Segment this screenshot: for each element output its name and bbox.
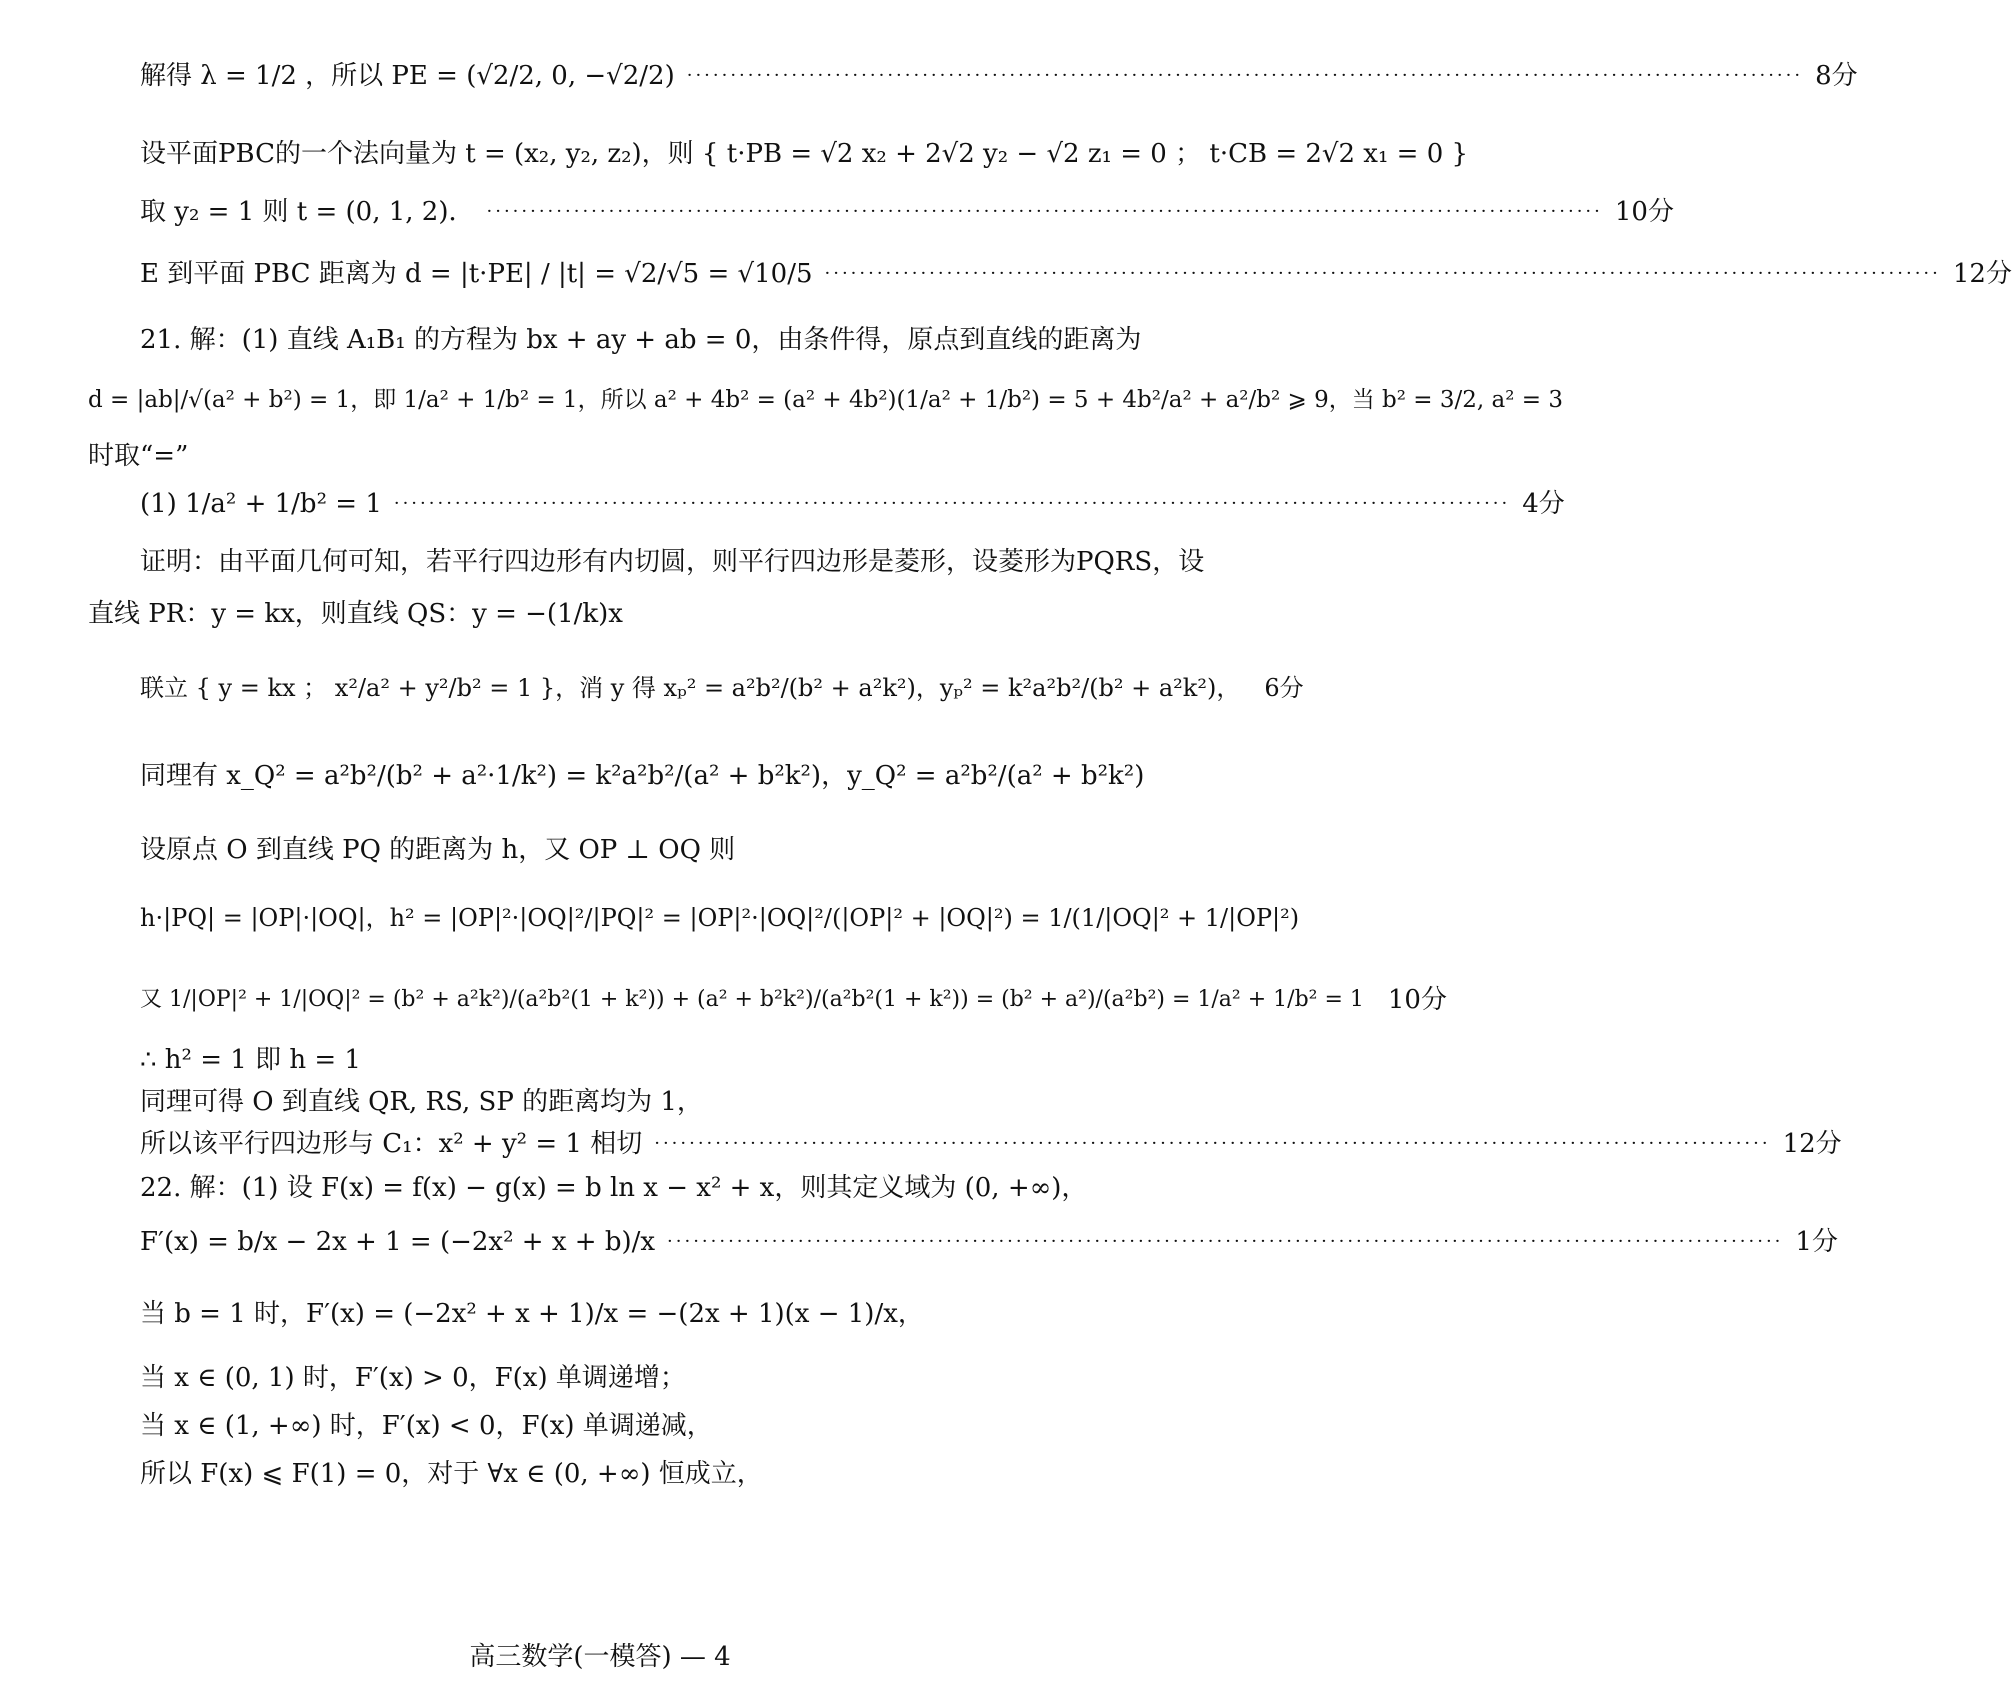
line-text: h·|PQ| = |OP|·|OQ|，h² = |OP|²·|OQ|²/|PQ|² = |OP|²·|OQ|²/(|OP|² + |OQ|²) = 1/(1/|OQ|² + 1/|OP|²) bbox=[140, 904, 1300, 932]
score-points: 4分 bbox=[1522, 489, 1565, 519]
score-points: 10分 bbox=[1614, 197, 1674, 227]
line-lines-pr-qs bbox=[88, 594, 1118, 634]
line-h-squared bbox=[140, 898, 1300, 938]
line-text: E 到平面 PBC 距离为 d = |t·PE| / |t| = √2/√5 = √10/5 bbox=[140, 259, 813, 289]
line-q21-part1 bbox=[140, 484, 1565, 524]
line-similarly-q bbox=[140, 756, 1145, 796]
score-points: 1分 bbox=[1795, 1227, 1838, 1257]
line-q21-distance bbox=[88, 380, 1563, 420]
score-points: 12分 bbox=[1782, 1129, 1842, 1159]
line-tangent bbox=[140, 1124, 1842, 1164]
line-text: 解得 λ = 1/2 ，所以 PE = (√2/2, 0, −√2/2) bbox=[140, 61, 675, 91]
line-text: 联立 { y = kx ； x²/a² + y²/b² = 1 }，消 y 得 xₚ² = a²b²/(b² + a²k²)，yₚ² = k²a²b²/(b² + a²k²)， bbox=[140, 674, 1241, 702]
line-increasing bbox=[140, 1358, 1118, 1398]
line-text: ∴ h² = 1 即 h = 1 bbox=[140, 1045, 361, 1075]
line-text: 当 x ∈ (1, +∞) 时，F′(x) < 0，F(x) 单调递减， bbox=[140, 1411, 713, 1441]
line-distance bbox=[140, 254, 2012, 294]
line-similarly-distances bbox=[140, 1082, 1118, 1122]
line-text: (1) 1/a² + 1/b² = 1 bbox=[140, 489, 382, 519]
line-text: d = |ab|/√(a² + b²) = 1，即 1/a² + 1/b² = 1，所以 a² + 4b² = (a² + 4b²)(1/a² + 1/b²) = 5 + 4b²/a² + a²/b² ⩾ 9，当 b² = 3/2, a² = 3 bbox=[88, 387, 1563, 413]
line-text: 取 y₂ = 1 则 t = (0, 1, 2)． bbox=[140, 197, 475, 227]
line-derivative bbox=[140, 1222, 1838, 1262]
line-text: 又 1/|OP|² + 1/|OQ|² = (b² + a²k²)/(a²b²(1 + k²)) + (a² + b²k²)/(a²b²(1 + k²)) = (b² + a²)/(a²b²) = 1/a² + 1/b² = 1 bbox=[140, 987, 1364, 1012]
line-text: 同理可得 O 到直线 QR, RS, SP 的距离均为 1， bbox=[140, 1087, 703, 1117]
leader-dots bbox=[667, 1222, 1783, 1262]
leader-dots bbox=[654, 1124, 1770, 1164]
score-points: 6分 bbox=[1264, 674, 1304, 702]
line-text: 设原点 O 到直线 PQ 的距离为 h，又 OP ⊥ OQ 则 bbox=[140, 835, 736, 865]
line-lambda bbox=[140, 56, 1858, 96]
line-text: 直线 PR：y = kx，则直线 QS：y = −(1/k)x bbox=[88, 599, 623, 629]
line-text: 证明：由平面几何可知，若平行四边形有内切圆，则平行四边形是菱形，设菱形为PQRS，设 bbox=[140, 547, 1205, 577]
line-q22-intro bbox=[140, 1168, 1118, 1208]
line-text: 所以该平行四边形与 C₁：x² + y² = 1 相切 bbox=[140, 1129, 643, 1159]
line-text: F′(x) = b/x − 2x + 1 = (−2x² + x + b)/x bbox=[140, 1227, 656, 1257]
line-proof-rhombus bbox=[140, 542, 1205, 582]
line-q21-equality bbox=[88, 436, 1118, 476]
line-text: 当 x ∈ (0, 1) 时，F′(x) > 0，F(x) 单调递增； bbox=[140, 1363, 686, 1393]
score-points: 8分 bbox=[1815, 61, 1858, 91]
line-conclusion bbox=[140, 1454, 1118, 1494]
line-q21-intro bbox=[140, 320, 1142, 360]
line-take-y2 bbox=[140, 192, 1674, 232]
score-points: 12分 bbox=[1952, 259, 2012, 289]
line-normal-vector bbox=[140, 134, 1469, 174]
leader-dots bbox=[687, 56, 1803, 96]
line-text: 21. 解：(1) 直线 A₁B₁ 的方程为 bx + ay + ab = 0，由条件得，原点到直线的距离为 bbox=[140, 325, 1142, 355]
line-simultaneous bbox=[140, 668, 1304, 708]
line-text: 时取“=” bbox=[88, 441, 189, 471]
line-text: 所以 F(x) ⩽ F(1) = 0，对于 ∀x ∈ (0, +∞) 恒成立， bbox=[140, 1459, 763, 1489]
line-text: 22. 解：(1) 设 F(x) = f(x) − g(x) = b ln x − x² + x，则其定义域为 (0, +∞)， bbox=[140, 1173, 1088, 1203]
line-b-equals-1 bbox=[140, 1294, 1118, 1334]
leader-dots bbox=[394, 484, 1510, 524]
line-text: 同理有 x_Q² = a²b²/(b² + a²·1/k²) = k²a²b²/(a² + b²k²)，y_Q² = a²b²/(a² + b²k²) bbox=[140, 761, 1145, 791]
line-text: 当 b = 1 时，F′(x) = (−2x² + x + 1)/x = −(2x + 1)(x − 1)/x， bbox=[140, 1299, 924, 1329]
line-sum-reciprocals bbox=[140, 980, 1447, 1020]
line-decreasing bbox=[140, 1406, 1118, 1446]
line-distance-h bbox=[140, 830, 1118, 870]
leader-dots bbox=[487, 192, 1603, 232]
leader-dots bbox=[825, 254, 1941, 294]
score-points: 10分 bbox=[1387, 985, 1447, 1015]
page-footer: 高三数学(一模答) — 4 bbox=[469, 1642, 731, 1672]
line-text: 设平面PBC的一个法向量为 t = (x₂, y₂, z₂)，则 { t·PB = √2 x₂ + 2√2 y₂ − √2 z₁ = 0 ； t·CB = 2√2 x₁ = 0 } bbox=[140, 139, 1469, 169]
line-h-equals-1 bbox=[140, 1040, 1118, 1080]
